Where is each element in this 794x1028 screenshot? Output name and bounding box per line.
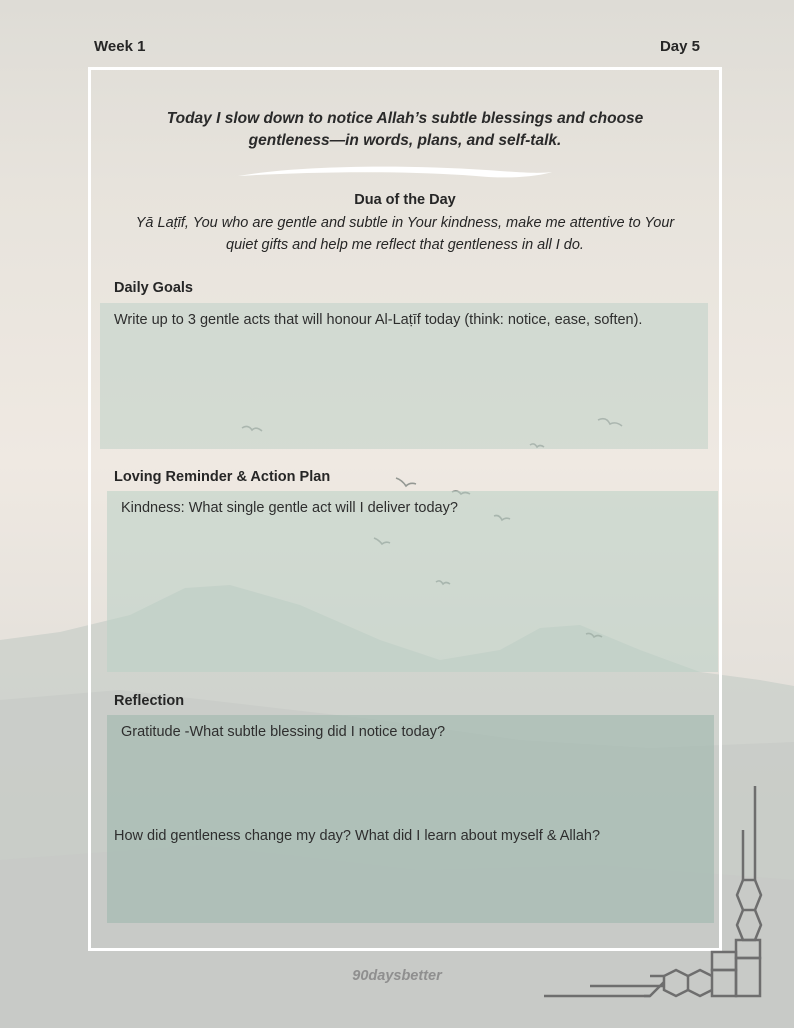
daily-affirmation	[110, 108, 700, 152]
loving-reminder-box[interactable]	[107, 491, 718, 672]
daily-goals-box[interactable]	[100, 303, 708, 449]
dua-text	[96, 212, 714, 256]
reflection-title: Reflection	[114, 693, 185, 709]
dua-title: Dua of the Day	[354, 192, 456, 208]
dua-line-1: Yā Laṭīf, You who are gentle and subtle in Your kindness, make me attentive to Your	[135, 215, 675, 231]
affirmation-line-1: Today I slow down to notice Allah’s subtle blessings and choose	[166, 110, 644, 127]
brand-footer: 90daysbetter	[352, 968, 442, 984]
loving-reminder-prompt: Kindness: What single gentle act will I deliver today?	[121, 500, 458, 516]
daily-goals-prompt: Write up to 3 gentle acts that will honour Al-Laṭīf today (think: notice, ease, soften).	[114, 312, 643, 328]
week-label: Week 1	[94, 38, 146, 55]
daily-goals-title: Daily Goals	[114, 280, 193, 296]
brush-swoosh	[236, 162, 554, 184]
dua-line-2: quiet gifts and help me reflect that gentleness in all I do.	[226, 237, 584, 253]
reflection-prompt-gentleness: How did gentleness change my day? What did I learn about myself & Allah?	[114, 828, 601, 844]
affirmation-line-2: gentleness—in words, plans, and self-talk.	[248, 132, 562, 149]
loving-reminder-title: Loving Reminder & Action Plan	[114, 469, 331, 485]
reflection-prompt-gratitude: Gratitude -What subtle blessing did I notice today?	[121, 724, 446, 740]
day-label: Day 5	[659, 38, 700, 55]
